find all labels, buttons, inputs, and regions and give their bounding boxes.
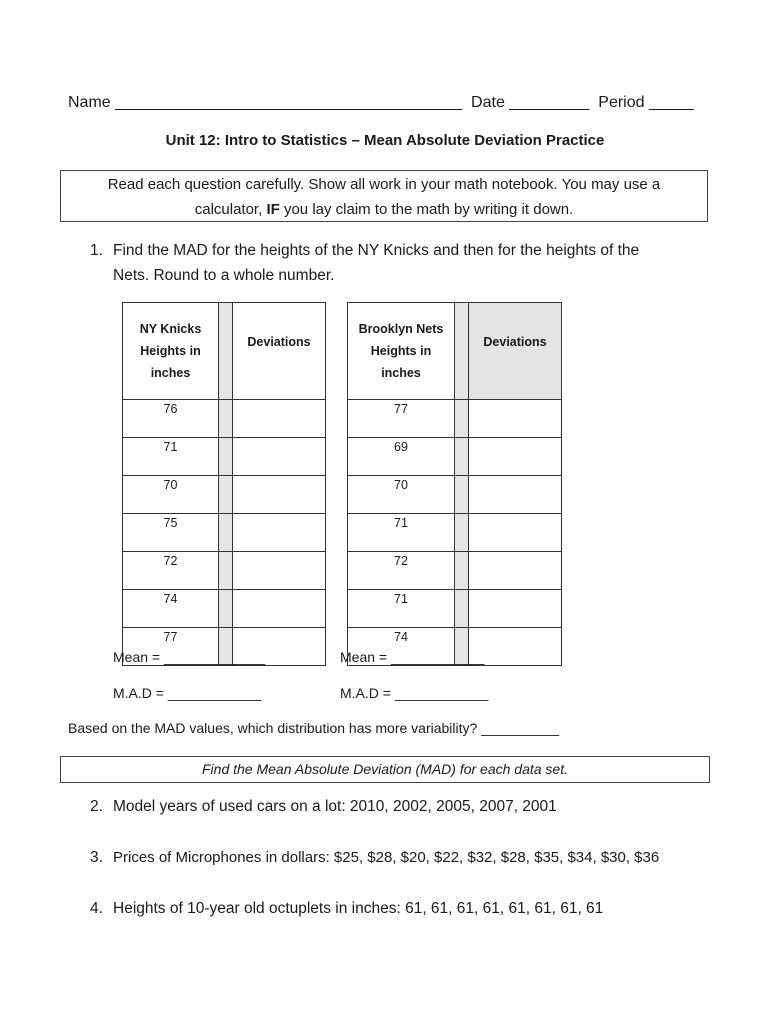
instructions-box: [60, 170, 708, 222]
nets-height-cell: 77: [348, 400, 455, 438]
nets-height-cell: 70: [348, 476, 455, 514]
deviation-input-cell[interactable]: [233, 590, 326, 628]
table-row: [123, 400, 326, 438]
find-mad-instruction-box: Find the Mean Absolute Deviation (MAD) for each data set.: [60, 756, 710, 783]
knicks-header-line-2: Heights in: [140, 344, 201, 358]
nets-deviations-header: Deviations: [469, 303, 562, 400]
instructions-line-1: Read each question carefully. Show all work in your math notebook. You may use a: [107, 176, 661, 193]
nets-mad-blank[interactable]: M.A.D = ____________: [340, 685, 489, 701]
question-4-number: 4.: [90, 900, 103, 917]
instructions-line-2: [61, 197, 707, 222]
question-1-line-2: Nets. Round to a whole number.: [113, 267, 335, 284]
table-row: [123, 476, 326, 514]
table-gap: [219, 400, 233, 438]
knicks-deviations-header: Deviations: [233, 303, 326, 400]
knicks-header: [123, 303, 219, 400]
knicks-height-cell: 71: [123, 438, 219, 476]
deviation-input-cell[interactable]: [233, 438, 326, 476]
deviation-input-cell[interactable]: [469, 400, 562, 438]
question-4: [90, 900, 730, 922]
deviation-input-cell[interactable]: [233, 476, 326, 514]
table-gap: [219, 590, 233, 628]
question-2-text: Model years of used cars on a lot: 2010, 2002, 2005, 2007, 2001: [113, 798, 557, 815]
nets-heights-table: [347, 302, 562, 666]
knicks-height-cell: 72: [123, 552, 219, 590]
deviation-input-cell[interactable]: [233, 400, 326, 438]
table-row: [123, 590, 326, 628]
question-3-text: Prices of Microphones in dollars: $25, $28, $20, $22, $32, $28, $35, $34, $30, $36: [113, 849, 660, 866]
table-row: [348, 514, 562, 552]
instructions-line-2-end: you lay claim to the math by writing it down.: [279, 201, 574, 218]
table-row: [348, 552, 562, 590]
question-1-number: 1.: [90, 242, 103, 259]
nets-mean-blank[interactable]: Mean = ____________: [340, 649, 485, 665]
question-3-number: 3.: [90, 849, 103, 866]
table-gap: [455, 303, 469, 400]
table-gap: [455, 552, 469, 590]
table-row: [348, 476, 562, 514]
knicks-heights-table: [122, 302, 326, 666]
instructions-emphasis: IF: [266, 201, 280, 218]
table-row: [348, 400, 562, 438]
deviation-input-cell[interactable]: [469, 476, 562, 514]
knicks-header-line-3: inches: [150, 366, 191, 380]
nets-height-cell: 69: [348, 438, 455, 476]
knicks-height-cell: 70: [123, 476, 219, 514]
table-gap: [219, 476, 233, 514]
table-gap: [219, 303, 233, 400]
knicks-height-cell: 77: [123, 628, 219, 666]
nets-header-line-1: Brooklyn Nets: [358, 322, 444, 336]
nets-header: [348, 303, 455, 400]
table-row: [348, 438, 562, 476]
question-4-text: Heights of 10-year old octuplets in inches: 61, 61, 61, 61, 61, 61, 61, 61: [113, 900, 604, 917]
knicks-height-cell: 75: [123, 514, 219, 552]
deviation-input-cell[interactable]: [233, 514, 326, 552]
nets-header-line-2: Heights in: [370, 344, 432, 358]
table-gap: [219, 514, 233, 552]
table-gap: [219, 438, 233, 476]
name-date-period-line: Name _______________________________________ Date _________ Period _____: [68, 94, 694, 111]
knicks-mean-blank[interactable]: Mean = _____________: [113, 649, 266, 665]
knicks-mad-blank[interactable]: M.A.D = ____________: [113, 685, 262, 701]
deviation-input-cell[interactable]: [233, 552, 326, 590]
table-row: [348, 590, 562, 628]
instructions-line-2-start: calculator,: [194, 201, 267, 218]
nets-height-cell: 71: [348, 590, 455, 628]
knicks-height-cell: 76: [123, 400, 219, 438]
question-1-line-1: Find the MAD for the heights of the NY Knicks and then for the heights of the: [113, 242, 640, 259]
deviation-input-cell[interactable]: [469, 438, 562, 476]
table-row: [123, 514, 326, 552]
deviation-input-cell[interactable]: [469, 514, 562, 552]
table-gap: [455, 514, 469, 552]
table-gap: [455, 476, 469, 514]
table-gap: [219, 552, 233, 590]
deviation-input-cell[interactable]: [469, 552, 562, 590]
knicks-height-cell: 74: [123, 590, 219, 628]
nets-height-cell: 74: [348, 628, 455, 666]
table-gap: [455, 590, 469, 628]
nets-height-cell: 72: [348, 552, 455, 590]
nets-header-line-3: inches: [381, 366, 421, 380]
deviation-input-cell[interactable]: [469, 590, 562, 628]
worksheet-title: Unit 12: Intro to Statistics – Mean Absolute Deviation Practice: [165, 132, 605, 149]
variability-question[interactable]: Based on the MAD values, which distribution has more variability? __________: [68, 720, 560, 736]
table-row: [123, 438, 326, 476]
nets-height-cell: 71: [348, 514, 455, 552]
question-2: [90, 798, 730, 820]
knicks-header-line-1: NY Knicks: [139, 322, 202, 336]
table-gap: [455, 400, 469, 438]
table-gap: [455, 438, 469, 476]
question-2-number: 2.: [90, 798, 103, 815]
table-row: [123, 552, 326, 590]
question-3: [90, 849, 730, 871]
